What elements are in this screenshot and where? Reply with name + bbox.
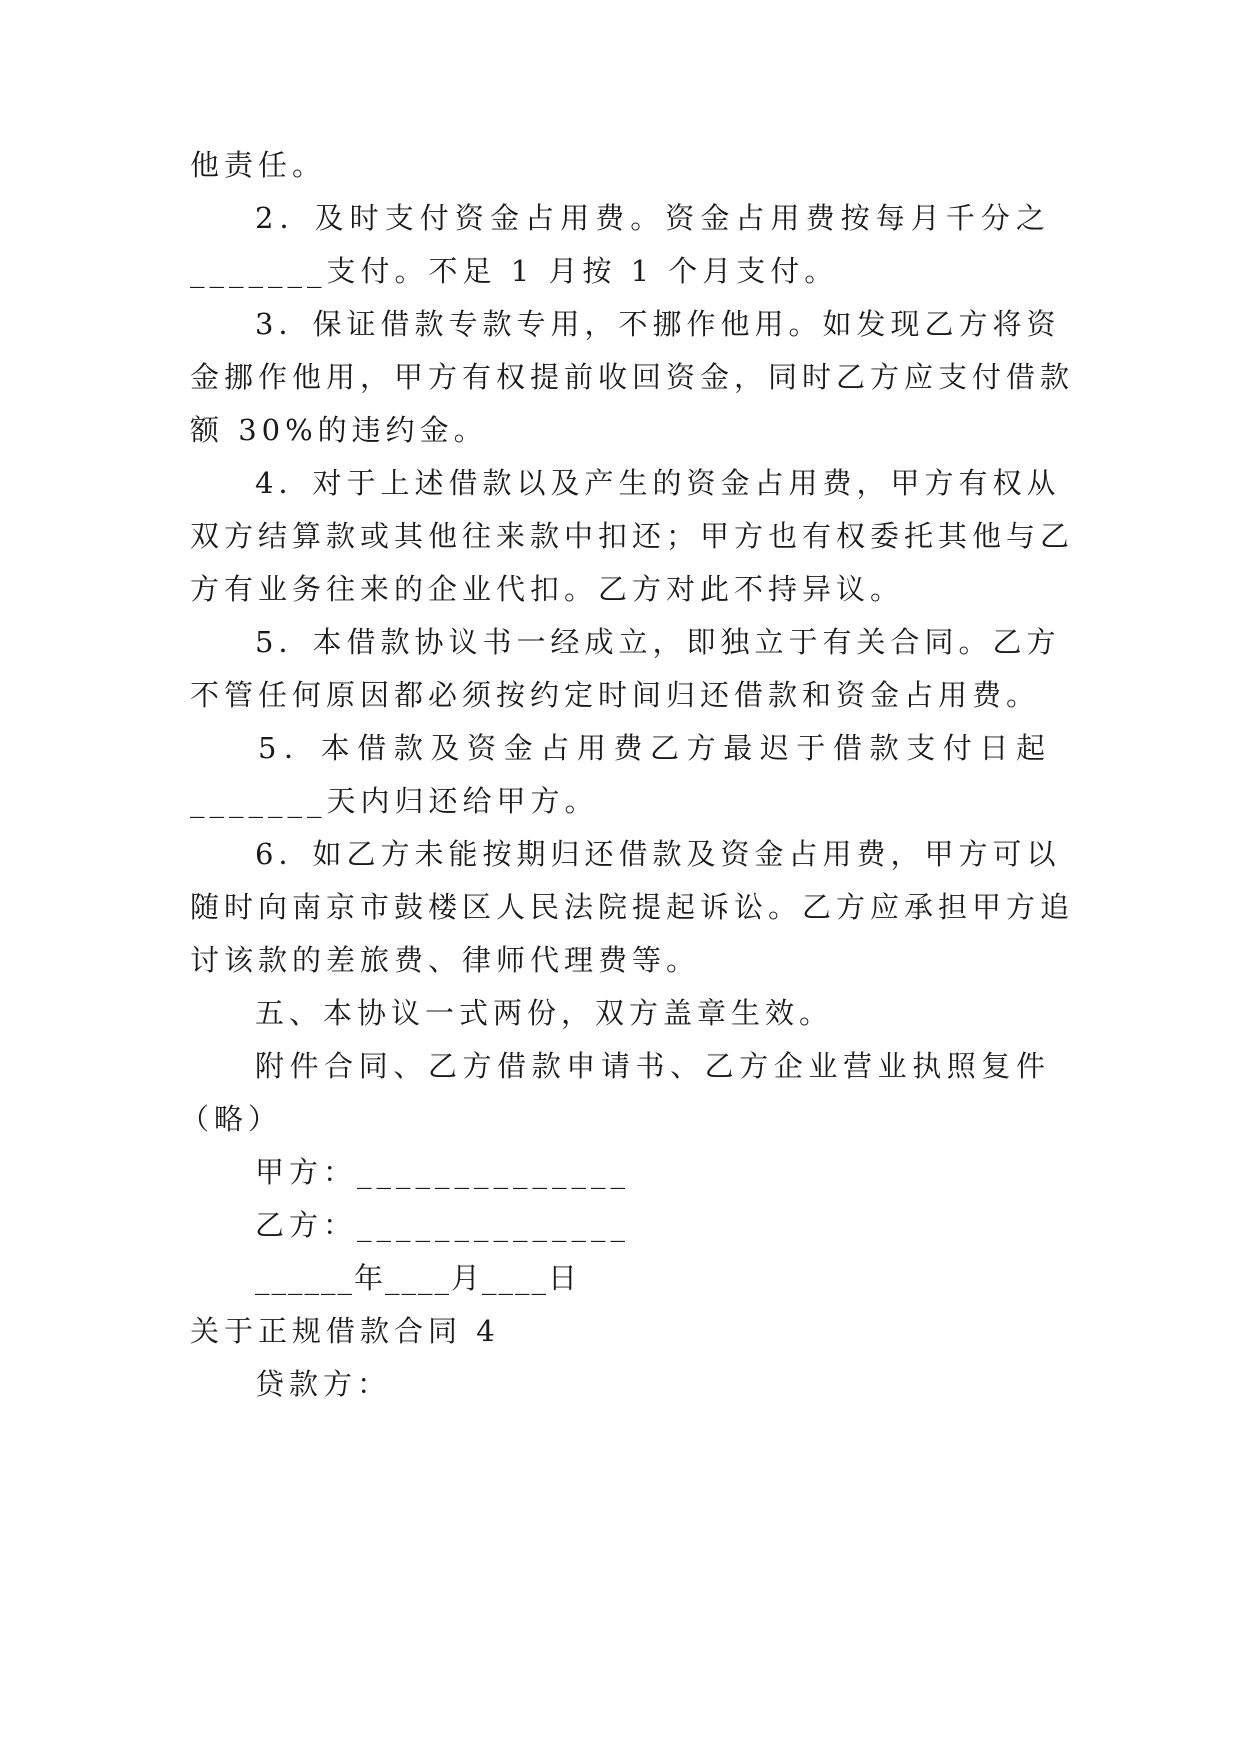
clause-3: 3．保证借款专款专用，不挪作他用。如发现乙方将资 — [255, 307, 1061, 341]
section-heading: 关于正规借款合同 4 — [190, 1314, 500, 1348]
text-line: 他责任。 — [190, 148, 327, 182]
text-line: 金挪作他用，甲方有权提前收回资金，同时乙方应支付借款 — [190, 360, 1075, 394]
text-line: 讨该款的差旅费、律师代理费等。 — [190, 943, 701, 977]
clause-6: 6．如乙方未能按期归还借款及资金占用费，甲方可以 — [255, 837, 1061, 871]
text-line: 随时向南京市鼓楼区人民法院提起诉讼。乙方应承担甲方追 — [190, 890, 1075, 924]
text-line: 双方结算款或其他往来款中扣还；甲方也有权委托其他与乙 — [190, 519, 1075, 553]
party-a-signature: 甲方：______________ — [255, 1155, 631, 1189]
section-five: 五、本协议一式两份，双方盖章生效。 — [255, 996, 834, 1030]
text-line: 不管任何原因都必须按约定时间归还借款和资金占用费。 — [190, 678, 1041, 712]
text-line: 方有业务往来的企业代扣。乙方对此不持异议。 — [190, 572, 905, 606]
text-line: 额 30%的违约金。 — [190, 413, 488, 447]
text-line: （略） — [180, 1102, 283, 1136]
lender-label: 贷款方： — [255, 1367, 392, 1401]
text-line: _______天内归还给甲方。 — [190, 784, 599, 818]
clause-5b: 5．本借款及资金占用费乙方最迟于借款支付日起 — [258, 731, 1050, 765]
clause-2: 2．及时支付资金占用费。资金占用费按每月千分之 — [255, 201, 1050, 235]
text-line: _______支付。不足 1 月按 1 个月支付。 — [190, 254, 839, 288]
date-line: ______年____月____日 — [255, 1261, 580, 1295]
attachments-line: 附件合同、乙方借款申请书、乙方企业营业执照复件 — [255, 1049, 1050, 1083]
clause-5: 5．本借款协议书一经成立，即独立于有关合同。乙方 — [255, 625, 1061, 659]
party-b-signature: 乙方：______________ — [255, 1208, 631, 1242]
clause-4: 4．对于上述借款以及产生的资金占用费，甲方有权从 — [255, 466, 1061, 500]
